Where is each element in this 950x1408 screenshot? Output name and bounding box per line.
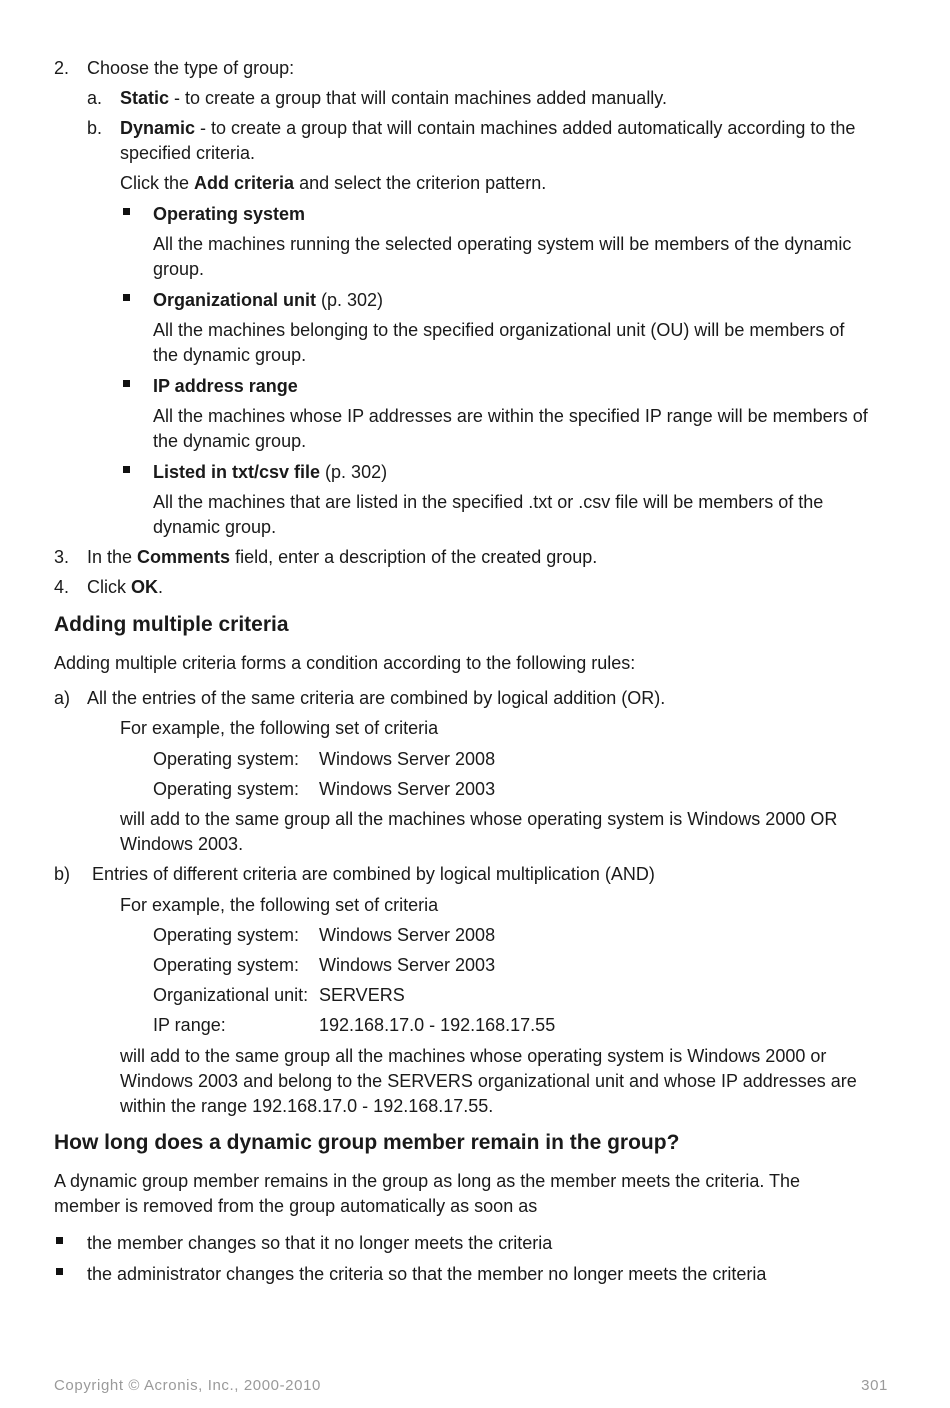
criterion-desc: All the machines running the selected operating system will be members of the dynamic	[153, 234, 852, 254]
list-item: the administrator changes the criteria so that the member no longer meets the criteria	[87, 1264, 767, 1284]
example-result: will add to the same group all the machines whose operating system is Windows 2000 OR	[120, 809, 838, 829]
criterion-title: IP address range	[153, 376, 298, 396]
bullet-icon	[123, 208, 130, 215]
example-label: Operating system:	[153, 955, 300, 975]
step-number: 2.	[54, 58, 70, 78]
criterion-title: Listed in txt/csv file (p. 302)	[153, 462, 388, 482]
rule-marker: b)	[54, 864, 71, 884]
example-intro: For example, the following set of criteria	[120, 895, 439, 915]
bullet-icon	[56, 1237, 63, 1244]
section-heading: Adding multiple criteria	[54, 613, 289, 636]
paragraph: A dynamic group member remains in the group as long as the member meets the criteria. The	[54, 1171, 801, 1191]
add-criteria-instruction: Click the Add criteria and select the criterion pattern.	[120, 173, 547, 193]
bullet-icon	[56, 1268, 63, 1275]
sub-marker: a.	[87, 88, 103, 108]
example-value: 192.168.17.0 - 192.168.17.55	[319, 1015, 556, 1035]
criterion-desc: the dynamic group.	[153, 431, 307, 451]
criterion-desc: All the machines that are listed in the specified .txt or .csv file will be members of the	[153, 492, 824, 512]
example-label: IP range:	[153, 1015, 226, 1035]
bullet-icon	[123, 466, 130, 473]
step-text: In the Comments field, enter a description of the created group.	[87, 547, 598, 567]
example-label: Operating system:	[153, 749, 300, 769]
criterion-desc: group.	[153, 259, 205, 279]
example-result: Windows 2003.	[120, 834, 244, 854]
list-item: the member changes so that it no longer meets the criteria	[87, 1233, 553, 1253]
rule-marker: a)	[54, 688, 71, 708]
step-number: 3.	[54, 547, 70, 567]
example-result: within the range 192.168.17.0 - 192.168.17.55.	[120, 1096, 494, 1116]
page-number: 301	[861, 1377, 888, 1394]
example-result: Windows 2003 and belong to the SERVERS organizational unit and whose IP addresses are	[120, 1071, 857, 1091]
example-result: will add to the same group all the machines whose operating system is Windows 2000 or	[120, 1046, 827, 1066]
option-static: Static - to create a group that will contain machines added manually.	[120, 88, 667, 108]
criterion-desc: the dynamic group.	[153, 345, 307, 365]
section-heading: How long does a dynamic group member remain in the group?	[54, 1131, 680, 1154]
criterion-desc: All the machines whose IP addresses are within the specified IP range will be members of	[153, 406, 868, 426]
example-value: Windows Server 2003	[319, 955, 496, 975]
example-label: Operating system:	[153, 779, 300, 799]
option-dynamic-cont: specified criteria.	[120, 143, 256, 163]
sub-marker: b.	[87, 118, 103, 138]
criterion-title: Operating system	[153, 204, 306, 224]
bullet-icon	[123, 294, 130, 301]
criterion-title: Organizational unit (p. 302)	[153, 290, 384, 310]
example-label: Organizational unit:	[153, 985, 309, 1005]
example-value: SERVERS	[319, 985, 405, 1005]
criterion-desc: All the machines belonging to the specified organizational unit (OU) will be members of	[153, 320, 845, 340]
footer-copyright: Copyright © Acronis, Inc., 2000-2010	[54, 1377, 321, 1394]
page-ref-link[interactable]: (p. 302)	[320, 462, 388, 482]
option-dynamic: Dynamic - to create a group that will contain machines added automatically according to the	[120, 118, 856, 138]
paragraph: Adding multiple criteria forms a condition according to the following rules:	[54, 653, 636, 673]
example-intro: For example, the following set of criteria	[120, 718, 439, 738]
step-text: Click OK.	[87, 577, 164, 597]
rule-text: All the entries of the same criteria are combined by logical addition (OR).	[87, 688, 666, 708]
bullet-icon	[123, 380, 130, 387]
rule-text: Entries of different criteria are combined by logical multiplication (AND)	[92, 864, 655, 884]
criterion-desc: dynamic group.	[153, 517, 277, 537]
example-value: Windows Server 2008	[319, 925, 496, 945]
example-label: Operating system:	[153, 925, 300, 945]
step-number: 4.	[54, 577, 70, 597]
example-value: Windows Server 2008	[319, 749, 496, 769]
paragraph: member is removed from the group automatically as soon as	[54, 1196, 538, 1216]
example-value: Windows Server 2003	[319, 779, 496, 799]
page-ref-link[interactable]: (p. 302)	[316, 290, 384, 310]
step-text: Choose the type of group:	[87, 58, 295, 78]
